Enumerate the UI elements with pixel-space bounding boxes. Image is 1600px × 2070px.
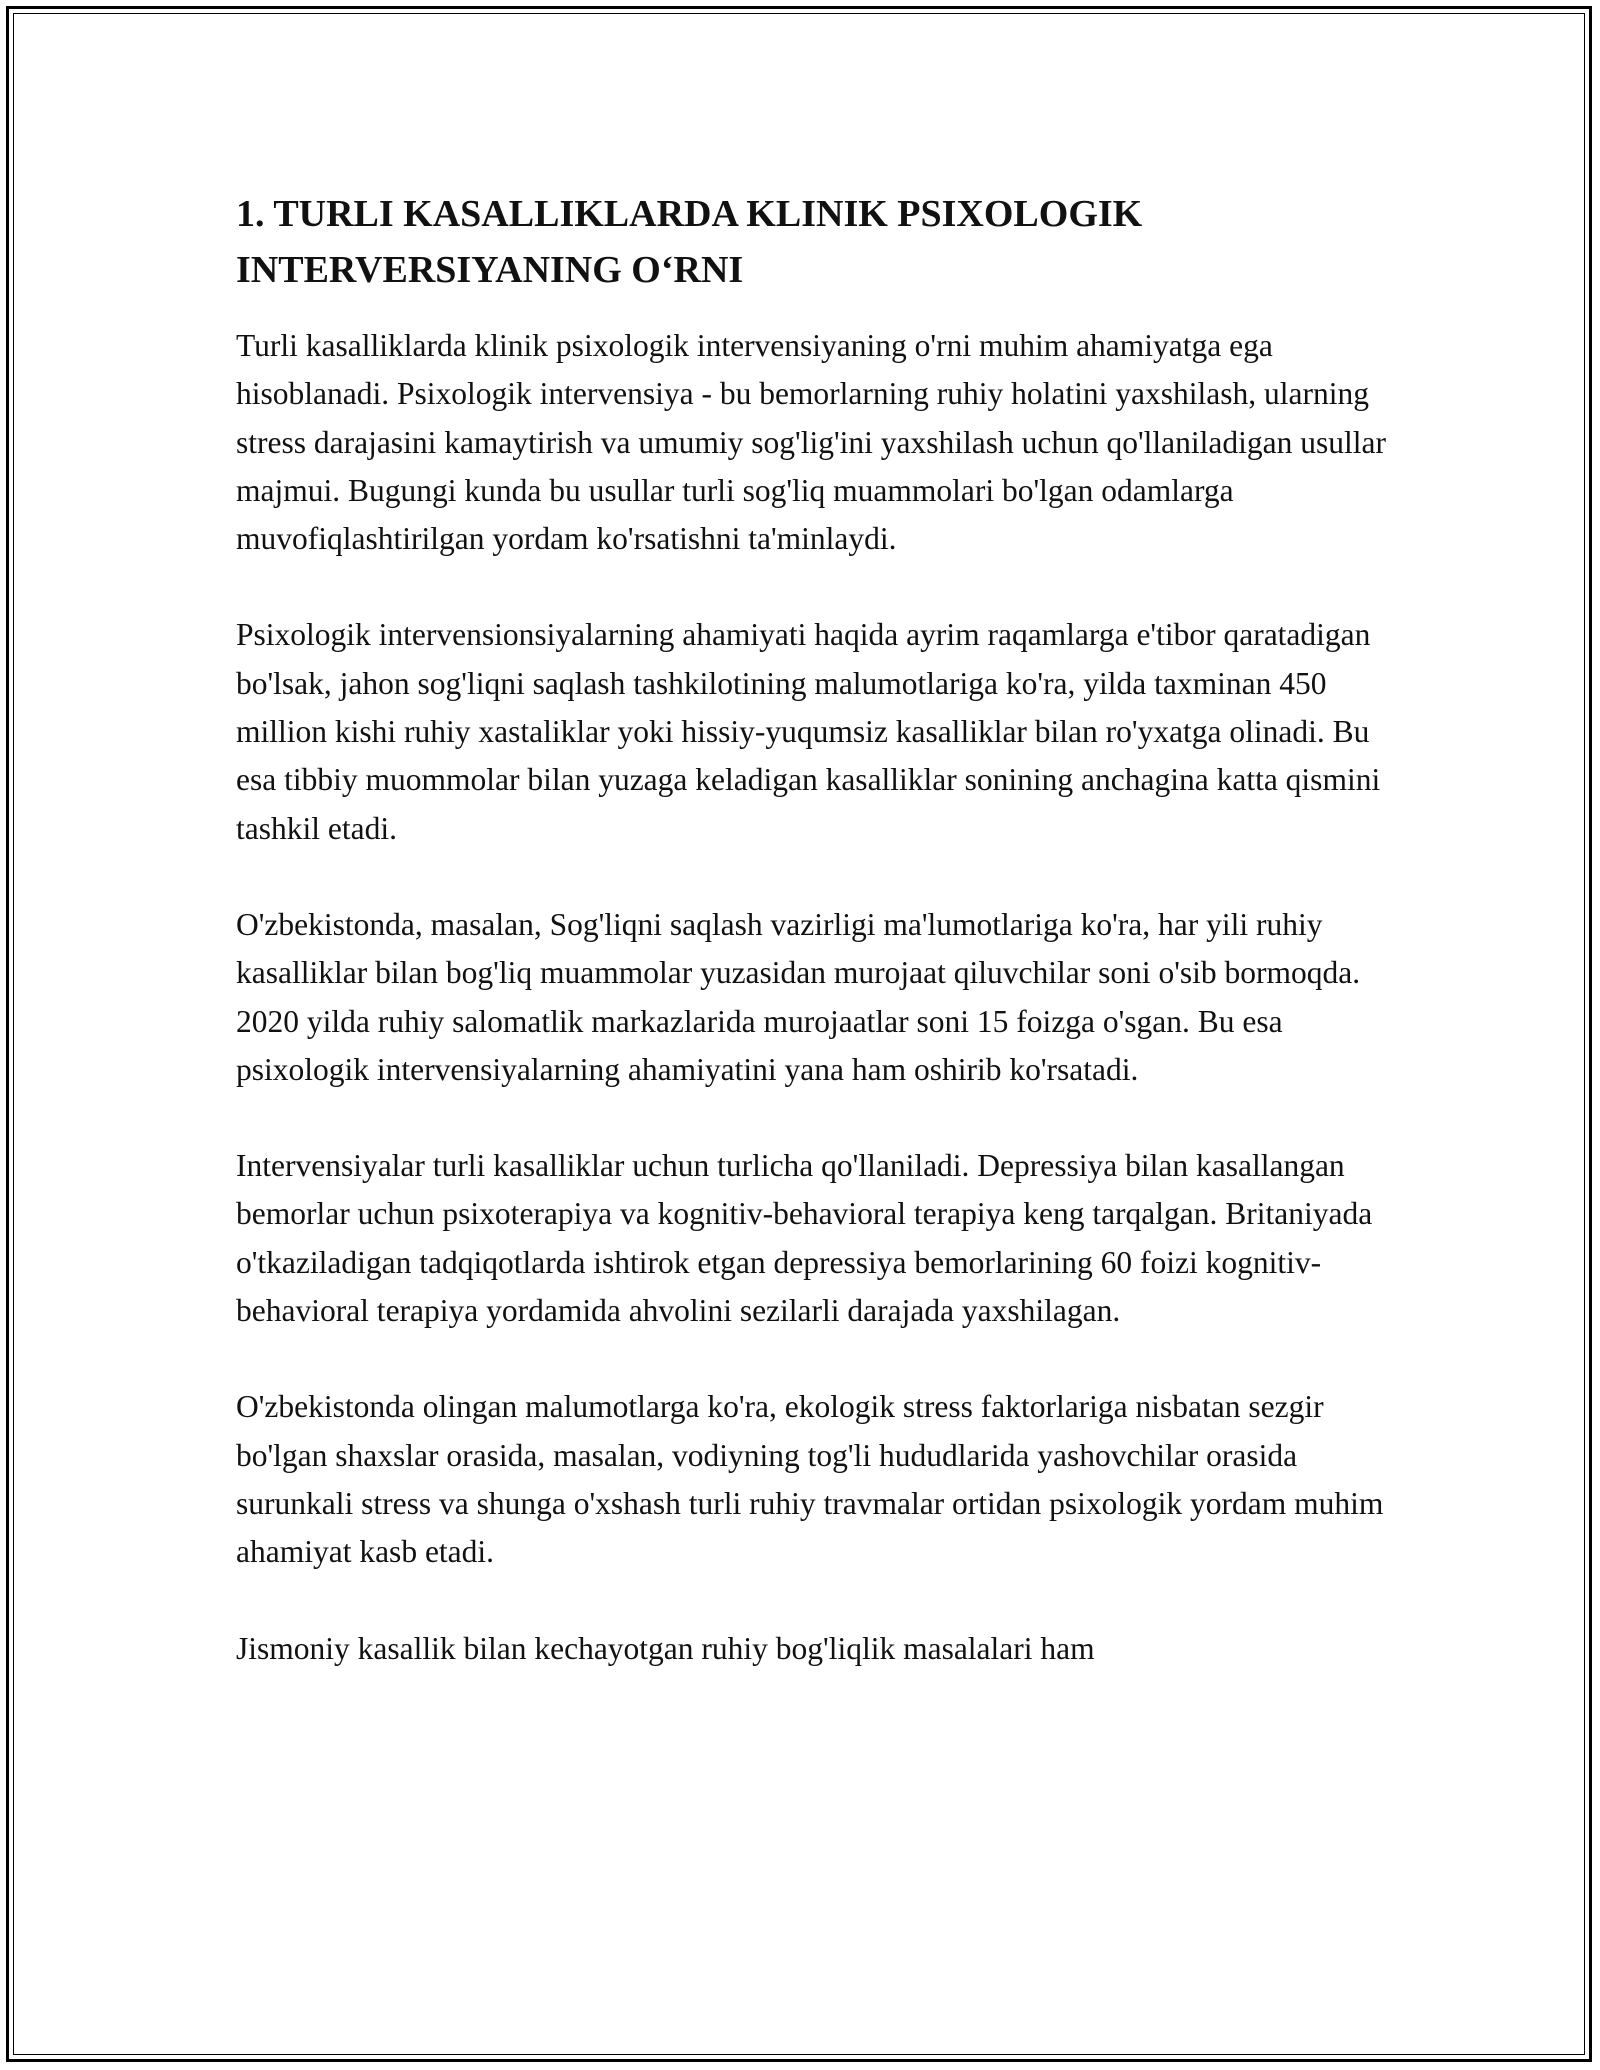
paragraph-3: O'zbekistonda, masalan, Sog'liqni saqlash vazirligi ma'lumotlariga ko'ra, har yili ruhiy kasalliklar bilan bog'liq muammolar yuzasidan murojaat qiluvchilar soni o'sib bormoqda. 2020 yilda ruhiy salomatlik markazlarida murojaatlar soni 15 foizga o'sgan. Bu esa psixologik intervensiyalarning ahamiyatini yana ham oshirib ko'rsatadi. xyxy=(236,906,1361,1087)
section-heading-line-1: 1. TURLI KASALLIKLARDA KLINIK PSIXOLOGIK xyxy=(236,193,1143,235)
document-body xyxy=(236,186,1386,1673)
paragraph-5: O'zbekistonda olingan malumotlarga ko'ra, ekologik stress faktorlariga nisbatan sezgir bo'lgan shaxslar orasida, masalan, vodiyning tog'li hududlarida yashovchilar orasida surunkali stress va shunga o'xshash turli ruhiy travmalar ortidan psixologik yordam muhim ahamiyat kasb etadi. xyxy=(236,1389,1384,1570)
section-heading-line-2: INTERVERSIYANING O‘RNI xyxy=(236,249,744,291)
paragraph-6: Jismoniy kasallik bilan kechayotgan ruhiy bog'liqlik masalalari ham xyxy=(236,1630,1095,1666)
paragraph-2: Psixologik intervensionsiyalarning ahamiyati haqida ayrim raqamlarga e'tibor qaratadigan bo'lsak, jahon sog'liqni saqlash tashkilotining malumotlariga ko'ra, yilda taxminan 450 million kishi ruhiy xastaliklar yoki hissiy-yuqumsiz kasalliklar bilan ro'yxatga olinadi. Bu esa tibbiy muommolar bilan yuzaga keladigan kasalliklar sonining anchagina katta qismini tashkil etadi. xyxy=(236,617,1381,846)
paragraph-1: Turli kasalliklarda klinik psixologik intervensiyaning o'rni muhim ahamiyatga ega hisoblanadi. Psixologik intervensiya - bu bemorlarning ruhiy holatini yaxshilash, ularning stress darajasini kamaytirish va umumiy sog'lig'ini yaxshilash uchun qo'llaniladigan usullar majmui. Bugungi kunda bu usullar turli sog'liq muammolari bo'lgan odamlarga muvofiqlashtirilgan yordam ko'rsatishni ta'minlaydi. xyxy=(236,328,1386,557)
paragraph-4: Intervensiyalar turli kasalliklar uchun turlicha qo'llaniladi. Depressiya bilan kasallangan bemorlar uchun psixoterapiya va kognitiv-behavioral terapiya keng tarqalgan. Britaniyada o'tkaziladigan tadqiqotlarda ishtirok etgan depressiya bemorlarining 60 foizi kognitiv-behavioral terapiya yordamida ahvolini sezilarli darajada yaxshilagan. xyxy=(236,1148,1373,1329)
section-heading xyxy=(236,186,1386,298)
